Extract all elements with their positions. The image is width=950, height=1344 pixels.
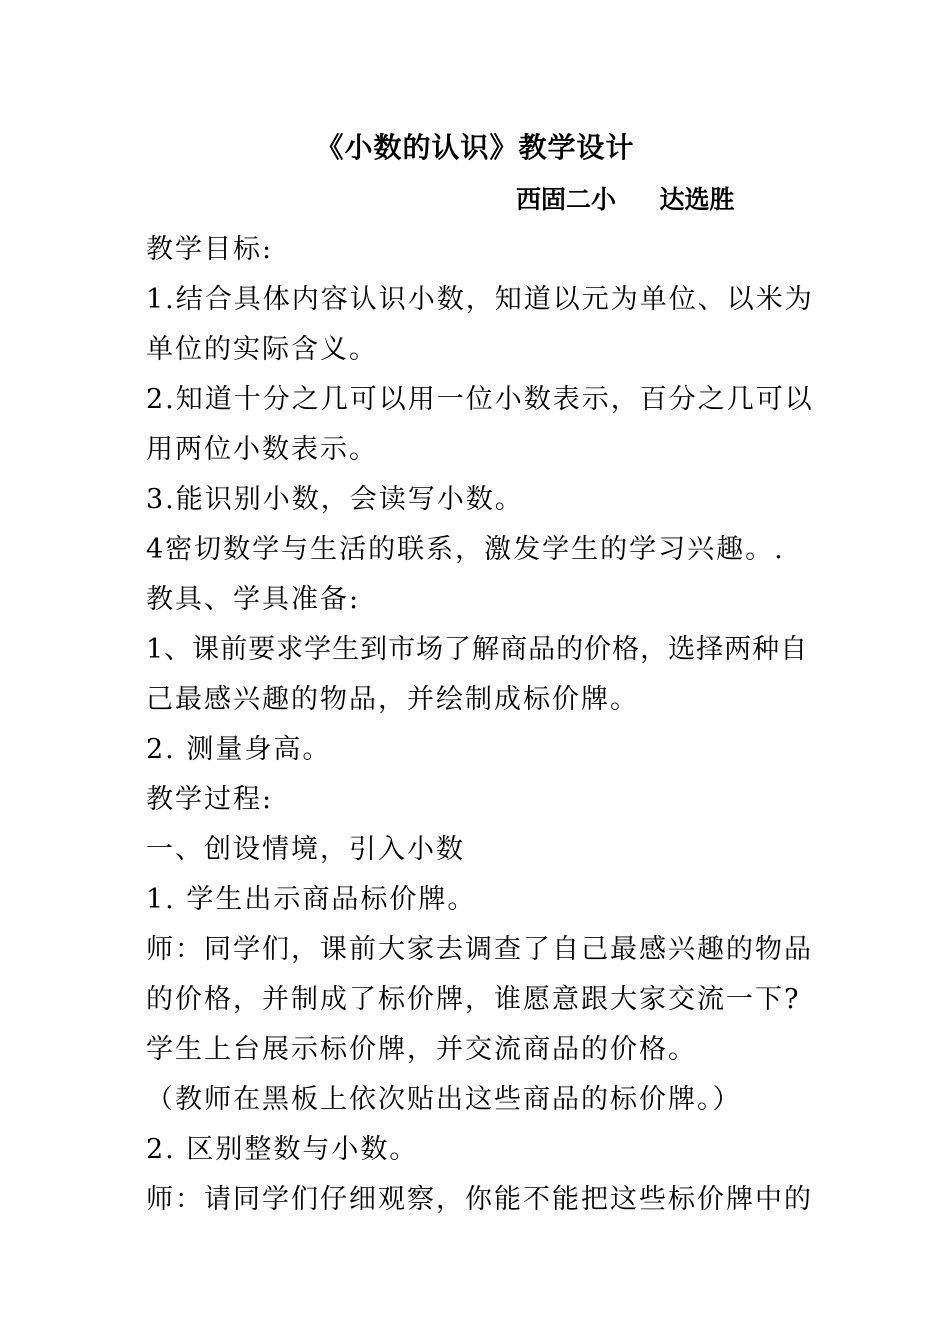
text-line: 一、创设情境，引入小数	[146, 834, 465, 865]
text-line: 教学过程:	[146, 784, 274, 815]
text-line: 师：请同学们仔细观察，你能不能把这些标价牌中的	[146, 1184, 813, 1215]
text-line: 用两位小数表示。	[146, 434, 378, 465]
text-line: 1.结合具体内容认识小数，知道以元为单位、以米为	[146, 284, 814, 315]
text-line: 2. 区别整数与小数。	[146, 1134, 419, 1165]
text-line: 的价格，并制成了标价牌，谁愿意跟大家交流一下?	[146, 984, 801, 1015]
text-line: 2. 测量身高。	[146, 734, 332, 765]
text-line: 2.知道十分之几可以用一位小数表示，百分之几可以	[146, 384, 814, 415]
text-line: 师：同学们，课前大家去调查了自己最感兴趣的物品	[146, 934, 813, 965]
text-line: 4密切数学与生活的联系，激发学生的学习兴趣。.	[146, 534, 785, 565]
text-line: 3.能识别小数，会读写小数。	[146, 484, 524, 515]
text-line: （教师在黑板上依次贴出这些商品的标价牌。）	[146, 1084, 742, 1115]
text-line: 1. 学生出示商品标价牌。	[146, 884, 477, 915]
text-line: 单位的实际含义。	[146, 334, 378, 365]
text-line: 教具、学具准备:	[146, 584, 361, 615]
text-line: 己最感兴趣的物品，并绘制成标价牌。	[146, 684, 639, 715]
text-line: 教学目标:	[146, 234, 274, 265]
author-line: 西固二小 达选胜	[516, 185, 735, 214]
document-title: 《小数的认识》教学设计	[315, 131, 635, 164]
text-line: 学生上台展示标价牌，并交流商品的价格。	[146, 1034, 697, 1065]
text-line: 1、课前要求学生到市场了解商品的价格，选择两种自	[146, 634, 809, 665]
document-body	[146, 230, 816, 1230]
